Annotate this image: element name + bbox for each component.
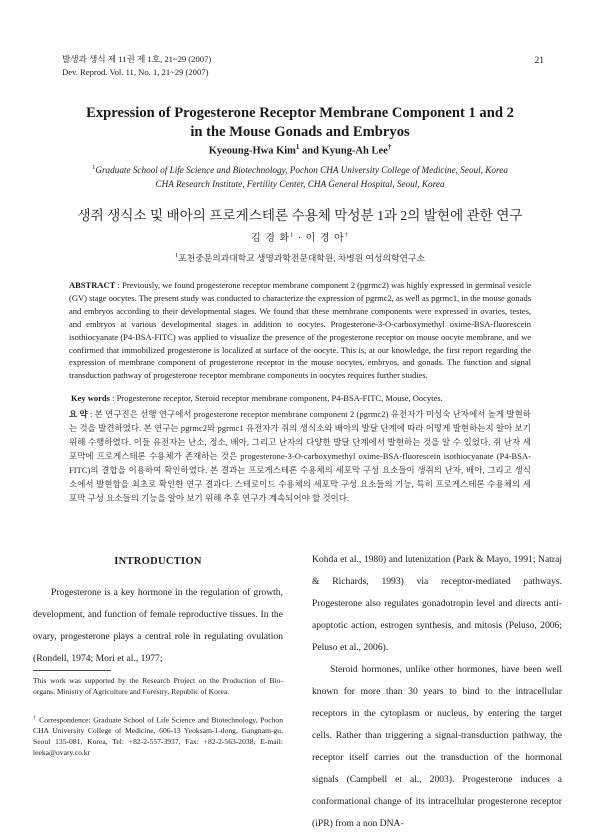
abstract [69, 279, 531, 382]
korean-affiliation [60, 251, 540, 264]
correspondence-text: Correspondence: Graduate School of Life Science and Biotechnology, Pochon CHA University College of Medicine, 606-13 Yeoksam-1-dong, Gangnam-gu, Seoul 135-081, Korea, Tel: +82-2-557-3937, Fax: +82-2-563-2038, E-mail: leeka@ovary.co.kr [33, 715, 283, 757]
abstract-label: ABSTRACT [69, 280, 116, 290]
intro-paragraph-2: Steroid hormones, unlike other hormones, have been well known for more than 30 years to bind to the intracellular receptors in the cytoplasm or nucleus, by entering the target cells. Rather than triggering a signal-transduction pathway, the receptor itself carries out the transduction of the hormonal signals (Campbell et al., 2003). Progesterone induces a conformational change of its intracellular progesterone receptor (iPR) from a non DNA- [312, 664, 562, 829]
korean-author-list [60, 229, 540, 244]
keywords [71, 393, 531, 403]
author-list [60, 143, 540, 157]
corresponding-mark: † [387, 143, 392, 151]
abstract-text: : Previously, we found progesterone receptor membrane component 2 (pgrmc2) was highly expressed in germinal vesicle (GV) stage oocytes. The present study was conducted to characterize the expression of pgrmc2, as well as pgrmc1, in the mouse gonads and embryos according to their developmental stages. We found that these membrane components were expressed in ovaries, testes, and embryos at various developmental stages in addition to oocytes. Progesterone-3-O-carboxymethyl oxime-BSA-fluorescein isothiocyanate (P4-BSA-FITC) was applied to visualize the presence of the progesterone receptor on mouse oocyte membrane, and we confirmed that immobilized progesterone is localized at surface of the oocyte. This is, at our knowledge, the first report regarding the expression of membrane component of progesterone receptor in the mouse oocytes, embryos, and gonads. The function and signal transduction pathway of progesterone receptor membrane components in oocytes requires further studies. [69, 280, 532, 381]
affiliation-line-2: CHA Research Institute, Fertility Center, CHA General Hospital, Seoul, Korea [155, 179, 445, 190]
page-number: 21 [534, 56, 544, 66]
korean-summary-text: : 본 연구진은 선행 연구에서 progesterone receptor membrane component 2 (pgrmc2) 유전자가 미성숙 난자에서 높게 발현하는 것을 발견하였다. 본 연구는 pgrmc2와 pgrmc1 유전자가 쥐의 생식소와 배아의 발달 단계에 따라 어떻게 발현하는지 알아 보기 위해 수행하였다. 이들 유전자는 난소, 정소, 배아, 그리고 난자의 다양한 발달 단계에서 발현하는 것을 알 수 있었다. 쥐 난자 세포막에 프로게스테론 수용체가 존재하는 것은 progesterone-3-O-carboxymethyl oxime-BSA-fluorescein isothiocyanate (P4-BSA-FITC)의 결합을 이용하여 확인하였다. 본 결과는 프로게스테론 수용체의 세포막 구성 요소들이 생쥐의 난자, 배아, 그리고 생식소에서 발현함을 최초로 확인한 연구 결과다. 스테로이드 수용체의 세포막 구성 요소들의 기능, 특히 프로게스테론 수용체의 세포막 구성 요소들의 기능을 알아 보기 위해 추후 연구가 계속되어야 할 것이다. [69, 410, 531, 503]
intro-paragraph-1-continued: Kohda et al., 1980) and lutenization (Park & Mayo, 1991; Natraj & Richards, 1993) via receptor-mediated pathways. Progesterone also regulates gonadotropin level and directs anti-apoptotic action, estrogen synthesis, and mitosis (Peluso, 2006; Peluso et al., 2006). [312, 554, 562, 653]
korean-author-2: 이 경 아 [305, 233, 345, 244]
author-1-mark: 1 [295, 143, 300, 151]
section-heading-introduction: INTRODUCTION [114, 556, 202, 567]
affiliation [60, 161, 540, 191]
korean-author-1: 김 경 화 [251, 233, 291, 244]
paper-title [60, 104, 540, 142]
affiliation-mark: 1 [92, 164, 96, 171]
journal-header-korean: 발생과 생식 제 11권 제 1호, 21~29 (2007) [62, 54, 212, 64]
funding-footnote: This work was supported by the Research Project on the Production of Bio-organs, Ministry of Agriculture and Forestry, Republic of Korea. [33, 676, 283, 696]
korean-summary [69, 408, 531, 506]
korean-author-separator: · [294, 233, 306, 244]
korean-affiliation-text: 포천중문의과대학교 생명과학전문대학원, 차병원 여성의학연구소 [178, 253, 425, 263]
author-1: Kyeoung-Hwa Kim [208, 145, 296, 157]
korean-corresponding-mark: † [344, 231, 349, 239]
korean-title: 생쥐 생식소 및 배아의 프로게스테론 수용체 막성분 1과 2의 발현에 관한 연구 [77, 208, 523, 223]
title-line-2: in the Mouse Gonads and Embryos [190, 124, 410, 140]
correspondence-footnote [33, 713, 283, 759]
korean-summary-label: 요 약 [69, 410, 88, 419]
footnote-divider [33, 670, 111, 671]
keywords-label: Key words [71, 393, 110, 403]
keywords-text: : Progesterone receptor, Steroid receptor membrane component, P4-BSA-FITC, Mouse, Oocytes. [109, 393, 443, 403]
left-column-text [33, 582, 283, 670]
author-conjunction: and [299, 145, 322, 157]
korean-affiliation-mark: 1 [175, 252, 179, 260]
title-line-1: Expression of Progesterone Receptor Membrane Component 1 and 2 [86, 105, 514, 121]
correspondence-mark: † [33, 715, 37, 721]
journal-header-english: Dev. Reprod. Vol. 11, No. 1, 21~29 (2007) [62, 67, 209, 77]
author-2: Kyung-Ah Lee [321, 145, 388, 157]
right-column-text [312, 549, 562, 835]
affiliation-line-1: Graduate School of Life Science and Biotechnology, Pochon CHA University College of Medicine, Seoul, Korea [95, 165, 508, 176]
intro-paragraph-1: Progesterone is a key hormone in the regulation of growth, development, and function of female reproductive tissues. In the ovary, progesterone plays a central role in regulating ovulation (Rondell, 1974; Mori et al., 1977; [33, 587, 283, 664]
korean-author-1-mark: 1 [290, 231, 295, 239]
